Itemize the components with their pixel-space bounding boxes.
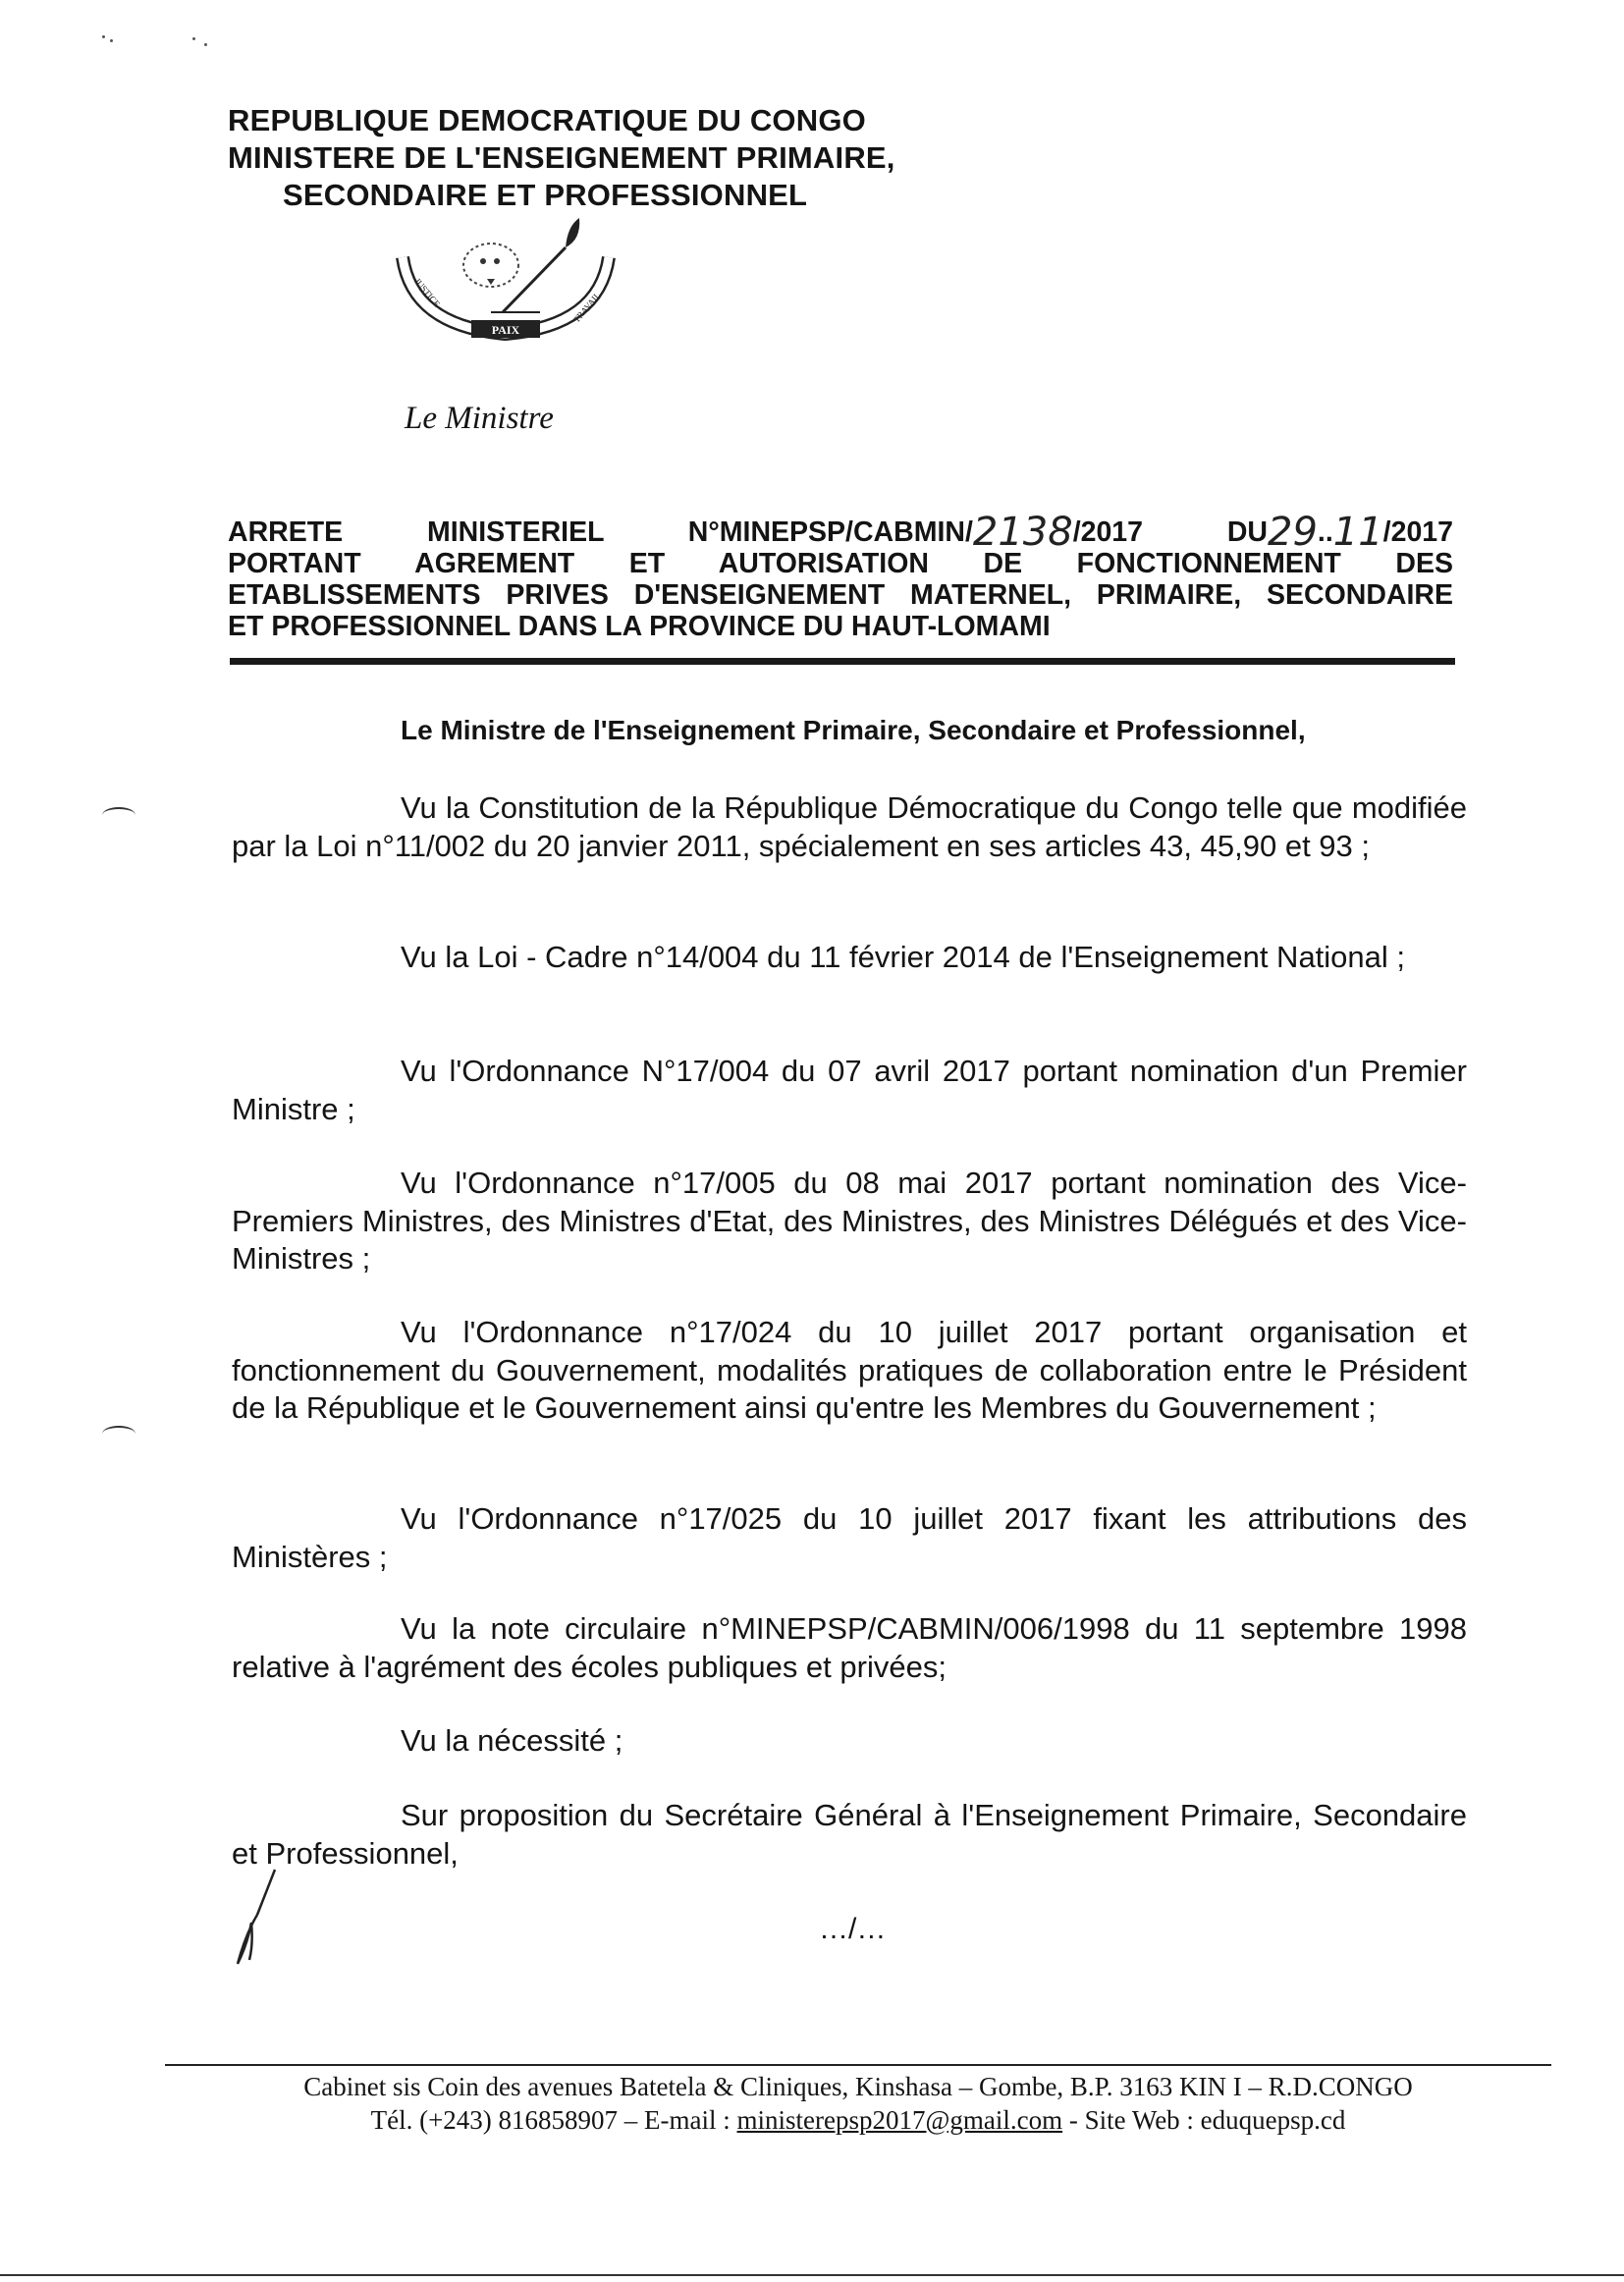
footer-rule bbox=[165, 2064, 1551, 2066]
coat-of-arms-emblem bbox=[393, 218, 619, 355]
page-bottom-edge bbox=[0, 2274, 1624, 2276]
footer-email-link[interactable]: ministerepsp2017@gmail.com bbox=[736, 2105, 1063, 2135]
handwritten-initial bbox=[228, 1866, 287, 1974]
decree-title-line2: PORTANT AGREMENT ET AUTORISATION DE FONCTIONNEMENT DES bbox=[228, 548, 1453, 579]
considerant-necessite bbox=[232, 1722, 1467, 1761]
scan-speck bbox=[102, 35, 105, 38]
considerant-text: Vu la note circulaire n°MINEPSP/CABMIN/006/1998 du 11 septembre 1998 relative à l'agrément des écoles publiques et privées; bbox=[232, 1611, 1467, 1684]
considerant-loi-cadre bbox=[232, 939, 1467, 977]
decree-prefix: ARRETE MINISTERIEL N°MINEPSP/CABMIN/ bbox=[228, 516, 973, 548]
considerant-text: Vu l'Ordonnance N°17/004 du 07 avril 2017 portant nomination d'un Premier Ministre ; bbox=[232, 1054, 1467, 1126]
considerant-attributions bbox=[232, 1500, 1467, 1576]
motto-travail: TRAVAIL bbox=[570, 290, 603, 325]
considerant-premier-ministre bbox=[232, 1053, 1467, 1128]
decree-title bbox=[228, 510, 1453, 642]
header-ministry: MINISTERE DE L'ENSEIGNEMENT PRIMAIRE, bbox=[228, 140, 895, 175]
considerant-note-circulaire bbox=[232, 1610, 1467, 1686]
motto-justice: JUSTICE bbox=[412, 276, 443, 309]
date-separator: .. bbox=[1317, 516, 1333, 548]
intro-minister: Le Ministre de l'Enseignement Primaire, Secondaire et Professionnel, bbox=[401, 715, 1306, 745]
decree-title-line1 bbox=[228, 510, 1453, 555]
considerant-constitution bbox=[232, 789, 1467, 865]
scan-speck bbox=[204, 43, 207, 46]
decree-du-label: DU bbox=[1226, 516, 1269, 548]
considerant-gouvernement bbox=[232, 1314, 1467, 1428]
considerant-text: Sur proposition du Secrétaire Général à l'Enseignement Primaire, Secondaire et Professionnel, bbox=[232, 1798, 1467, 1871]
scan-speck bbox=[110, 39, 113, 42]
considerant-text: Vu la Loi - Cadre n°14/004 du 11 février 2014 de l'Enseignement National ; bbox=[401, 940, 1406, 974]
decree-number-handwritten: 2138 bbox=[972, 510, 1073, 555]
decree-title-line4: ET PROFESSIONNEL DANS LA PROVINCE DU HAUT-LOMAMI bbox=[228, 611, 1051, 642]
title-underline bbox=[230, 658, 1455, 665]
considerant-text: Vu l'Ordonnance n°17/005 du 08 mai 2017 portant nomination des Vice-Premiers Ministres, des Ministres d'Etat, des Ministres, des Ministres Délégués et des Vice-Ministres ; bbox=[232, 1166, 1467, 1276]
margin-mark bbox=[102, 1426, 135, 1441]
considerant-text: Vu la Constitution de la République Démocratique du Congo telle que modifiée par la Loi n°11/002 du 20 janvier 2011, spécialement en ses articles 43, 45,90 et 93 ; bbox=[232, 790, 1467, 863]
considerant-vice-premiers bbox=[232, 1165, 1467, 1278]
header-ministry-cont: SECONDAIRE ET PROFESSIONNEL bbox=[283, 178, 808, 212]
considerant-text: Vu l'Ordonnance n°17/025 du 10 juillet 2017 fixant les attributions des Ministères ; bbox=[232, 1501, 1467, 1574]
scan-speck bbox=[192, 37, 195, 40]
minister-title: Le Ministre bbox=[405, 401, 554, 436]
footer-tel: Tél. (+243) 816858907 – E-mail : bbox=[370, 2105, 737, 2135]
footer-contact bbox=[165, 2103, 1551, 2137]
decree-year: /2017 bbox=[1072, 516, 1144, 548]
decree-date-year: /2017 bbox=[1382, 516, 1453, 548]
margin-mark bbox=[102, 807, 135, 823]
considerant-text: Vu la nécessité ; bbox=[401, 1723, 623, 1758]
motto-paix: PAIX bbox=[491, 323, 520, 337]
considerant-text: Vu l'Ordonnance n°17/024 du 10 juillet 2017 portant organisation et fonctionnement du Gouvernement, modalités pratiques de collaboration entre le Président de la République et le Gouvernement ainsi qu'entre les Membres du Gouvernement ; bbox=[232, 1315, 1467, 1425]
continuation-mark: …/… bbox=[819, 1913, 887, 1945]
decree-title-line3: ETABLISSEMENTS PRIVES D'ENSEIGNEMENT MATERNEL, PRIMAIRE, SECONDAIRE bbox=[228, 579, 1453, 611]
footer-address: Cabinet sis Coin des avenues Batetela & Cliniques, Kinshasa – Gombe, B.P. 3163 KIN I – R.D.CONGO bbox=[303, 2072, 1413, 2101]
considerant-proposition bbox=[232, 1797, 1467, 1873]
footer-web: - Site Web : eduquepsp.cd bbox=[1062, 2105, 1346, 2135]
decree-day-handwritten: 29 bbox=[1268, 510, 1318, 555]
header-republic: REPUBLIQUE DEMOCRATIQUE DU CONGO bbox=[228, 103, 866, 137]
decree-month-handwritten: 11 bbox=[1332, 510, 1383, 555]
